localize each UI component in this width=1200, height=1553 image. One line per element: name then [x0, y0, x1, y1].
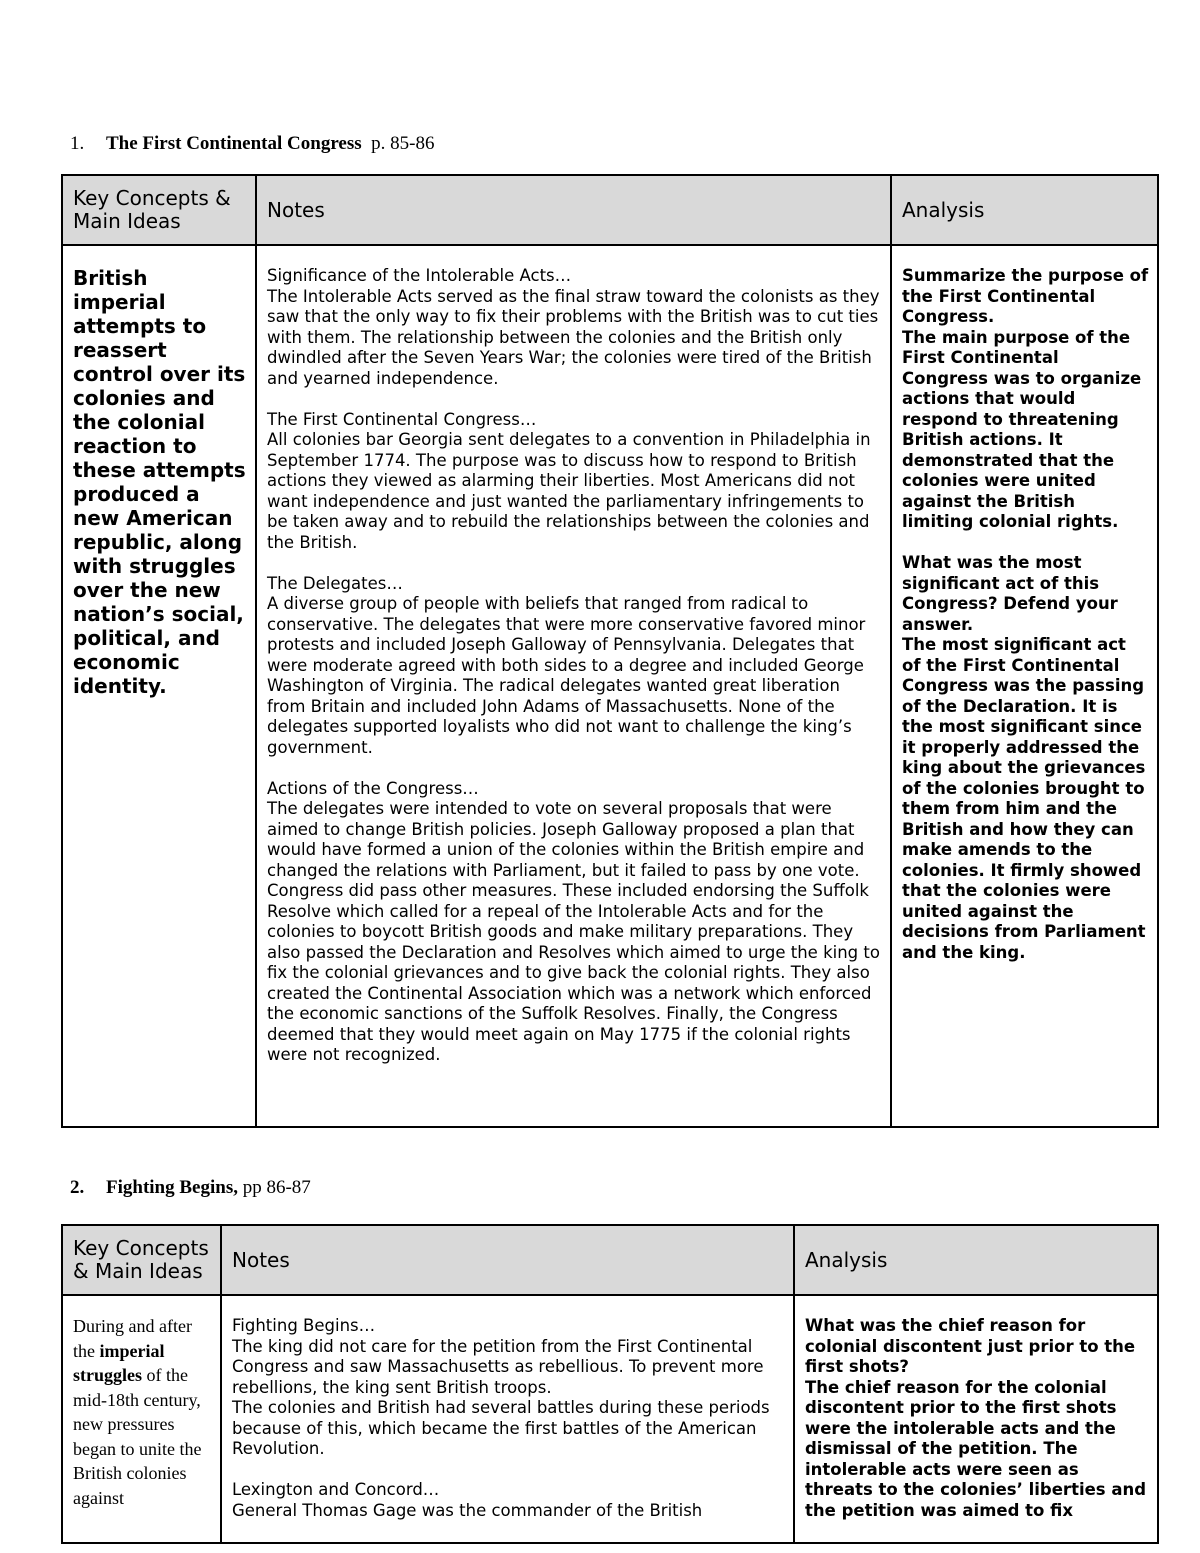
analysis-answer: The chief reason for the colonial discontent prior to the first shots were the intolerable acts and the dismissal of the petition. The intolerable acts were seen as threats to the colonies’ liberties and the petition was aimed to fix	[805, 1377, 1147, 1520]
notes-cell	[221, 1295, 794, 1543]
key-concepts-cell	[62, 1295, 221, 1543]
notes-heading: Fighting Begins…	[232, 1316, 376, 1335]
notes-heading: Significance of the Intolerable Acts…	[267, 266, 572, 285]
notes-body: The king did not care for the petition from the First Continental Congress and saw Massachusetts as rebellious. To prevent more rebellions, the king sent British troops.	[232, 1336, 764, 1397]
notes-block	[232, 1480, 785, 1521]
notes-cell	[256, 245, 891, 1127]
notes-heading: The First Continental Congress…	[267, 409, 537, 429]
notes-heading: The Delegates…	[267, 573, 403, 593]
section-2-number: 2.	[70, 1177, 85, 1198]
section-1-title: The First Continental Congress	[106, 133, 362, 154]
analysis-block	[902, 553, 1149, 963]
notes-text	[222, 1296, 793, 1521]
analysis-cell	[794, 1295, 1158, 1543]
section-2-notes-table	[61, 1224, 1159, 1544]
section-1-number: 1.	[70, 133, 85, 154]
notes-heading: Lexington and Concord…	[232, 1480, 440, 1499]
notes-body: A diverse group of people with beliefs that ranged from radical to conservative. The delegates that were more conservative favored minor protests and included Joseph Galloway of Pennsylvania. Delegates that were moderate agreed with both sides to a degree and included George Washington of Virginia. The radical delegates wanted great liberation from Britain and included John Adams of Massachusetts. None of the delegates supported loyalists who did not want to challenge the king’s government.	[267, 594, 866, 757]
section-2-pages: pp 86-87	[242, 1177, 311, 1198]
notes-text	[257, 246, 890, 1066]
notes-block	[267, 266, 882, 389]
analysis-block	[805, 1316, 1149, 1521]
section-1-notes-table	[61, 174, 1159, 1128]
analysis-block	[902, 266, 1149, 533]
section-1-pages: p. 85-86	[371, 133, 435, 154]
section-2-title: Fighting Begins,	[106, 1177, 238, 1198]
header-notes: Notes	[221, 1225, 794, 1295]
header-key-concepts: Key Concepts & Main Ideas	[62, 175, 256, 245]
analysis-question: What was the most significant act of this Congress? Defend your answer.	[902, 553, 1118, 634]
header-analysis: Analysis	[794, 1225, 1158, 1295]
section-2-heading	[70, 1177, 311, 1199]
notes-heading: Actions of the Congress…	[267, 778, 479, 798]
key-concepts-text: During and after the imperial struggles of the mid-18th century, new pressures began to unite the British colonies against	[73, 1316, 202, 1508]
analysis-question: What was the chief reason for colonial discontent just prior to the first shots?	[805, 1316, 1136, 1376]
notes-block	[232, 1316, 785, 1460]
header-analysis: Analysis	[891, 175, 1158, 245]
analysis-cell	[891, 245, 1158, 1127]
notes-block	[267, 410, 882, 554]
analysis-question: Summarize the purpose of the First Continental Congress.	[902, 266, 1149, 326]
key-concepts-cell	[62, 245, 256, 1127]
header-notes: Notes	[256, 175, 891, 245]
notes-body: The delegates were intended to vote on several proposals that were aimed to change British policies. Joseph Galloway proposed a plan that would have formed a union of the colonies within the British empire and changed the relations with Parliament, but it failed to pass by one vote. Congress did pass other measures. These included endorsing the Suffolk Resolve which called for a repeal of the Intolerable Acts and for the colonies to boycott British goods and make military preparations. They also passed the Declaration and Resolves which aimed to urge the king to fix the colonial grievances and to give back the colonial rights. They also created the Continental Association which was a network which enforced the economic sanctions of the Suffolk Resolves. Finally, the Congress deemed that they would meet again on May 1775 if the colonial rights were not recognized.	[267, 799, 880, 1064]
notes-body: The colonies and British had several battles during these periods because of this, which became the first battles of the American Revolution.	[232, 1398, 770, 1458]
analysis-answer: The most significant act of the First Continental Congress was the passing of the Declaration. It is the most significant since it properly addressed the king about the grievances of the colonies brought to them from him and the British and how they can make amends to the colonies. It firmly showed that the colonies were united against the decisions from Parliament and the king.	[902, 635, 1146, 962]
key-concepts-text: British imperial attempts to reassert control over its colonies and the colonial reaction to these attempts produced a new American republic, along with struggles over the new nation’s social, political, and economic identity.	[73, 266, 246, 698]
analysis-text	[892, 246, 1157, 984]
section-1-heading	[70, 133, 434, 155]
analysis-answer: The main purpose of the First Continental Congress was to organize actions that would respond to threatening British actions. It demonstrated that the colonies were united against the British limiting colonial rights.	[902, 327, 1142, 531]
notes-body: All colonies bar Georgia sent delegates to a convention in Philadelphia in September 1774. The purpose was to discuss how to respond to British actions they viewed as alarming their liberties. Most Americans did not want independence and just wanted the parliamentary infringements to be taken away and to rebuild the relationships between the colonies and the British.	[267, 430, 871, 552]
notes-block	[267, 574, 882, 759]
notes-body: General Thomas Gage was the commander of the British	[232, 1500, 703, 1520]
notes-body: The Intolerable Acts served as the final straw toward the colonists as they saw that the only way to fix their problems with the British was to cut ties with them. The relationship between the colonies and the British only dwindled after the Seven Years War; the colonies were tired of the British and yearned independence.	[267, 286, 880, 388]
analysis-text	[795, 1296, 1157, 1542]
notes-block	[267, 779, 882, 1066]
header-key-concepts: Key Concepts & Main Ideas	[62, 1225, 221, 1295]
